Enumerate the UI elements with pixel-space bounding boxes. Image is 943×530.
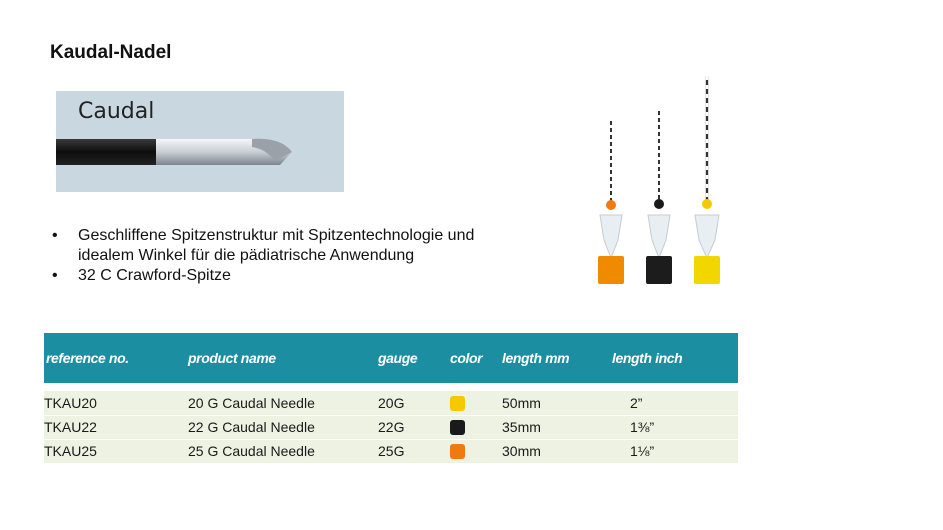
needle-cap-yellow xyxy=(694,256,720,284)
col-header-color: color xyxy=(450,350,483,366)
needle-hub-yellow xyxy=(702,199,712,209)
cell-length-mm: 30mm xyxy=(502,439,612,463)
needle-hub-orange xyxy=(606,200,616,210)
cell-gauge: 20G xyxy=(378,391,450,415)
col-header-gauge: gauge xyxy=(378,350,418,366)
cell-length-inch: 1⅜” xyxy=(612,415,738,439)
needle-wings-black xyxy=(648,215,670,258)
needle-cap-orange xyxy=(598,256,624,284)
table-row xyxy=(44,391,738,415)
cell-color xyxy=(450,415,502,439)
needle-cap-black xyxy=(646,256,672,284)
cell-product-name: 22 G Caudal Needle xyxy=(188,415,378,439)
color-swatch xyxy=(450,396,465,411)
needle-tip-illustration xyxy=(56,91,344,192)
cell-color xyxy=(450,391,502,415)
table-row xyxy=(44,439,738,463)
needles-product-photo xyxy=(590,70,740,290)
product-spec-table xyxy=(44,333,738,464)
cell-reference: TKAU22 xyxy=(44,415,188,439)
col-header-product-name: product name xyxy=(188,350,276,366)
feature-text: 32 C Crawford-Spitze xyxy=(78,267,231,284)
needle-hub-black xyxy=(654,199,664,209)
cell-product-name: 25 G Caudal Needle xyxy=(188,439,378,463)
color-swatch xyxy=(450,420,465,435)
needle-wings-yellow xyxy=(695,215,719,258)
cell-color xyxy=(450,439,502,463)
cell-gauge: 25G xyxy=(378,439,450,463)
cell-gauge: 22G xyxy=(378,415,450,439)
cell-product-name: 20 G Caudal Needle xyxy=(188,391,378,415)
needle-wings-orange xyxy=(600,215,622,258)
cell-length-inch: 2” xyxy=(612,391,738,415)
cell-reference: TKAU25 xyxy=(44,439,188,463)
cell-length-inch: 1⅛” xyxy=(612,439,738,463)
caudal-needle-tip-image xyxy=(56,91,344,192)
feature-list xyxy=(52,226,518,286)
feature-text: • Geschliffene Spitzenstruktur mit Spitzentechnologie und idealem Winkel für die pädiatrische Anwendung xyxy=(78,227,475,264)
feature-item xyxy=(52,266,518,286)
cell-length-mm: 50mm xyxy=(502,391,612,415)
color-swatch xyxy=(450,444,465,459)
cell-reference: TKAU20 xyxy=(44,391,188,415)
table-row xyxy=(44,415,738,439)
table-header-row xyxy=(44,333,738,383)
col-header-length-inch: length inch xyxy=(612,350,683,366)
feature-item xyxy=(52,226,518,266)
caudal-image-label: Caudal xyxy=(78,99,155,124)
col-header-length-mm: length mm xyxy=(502,350,570,366)
page-title: Kaudal-Nadel xyxy=(50,42,172,63)
cell-length-mm: 35mm xyxy=(502,415,612,439)
col-header-reference: reference no. xyxy=(46,350,129,366)
